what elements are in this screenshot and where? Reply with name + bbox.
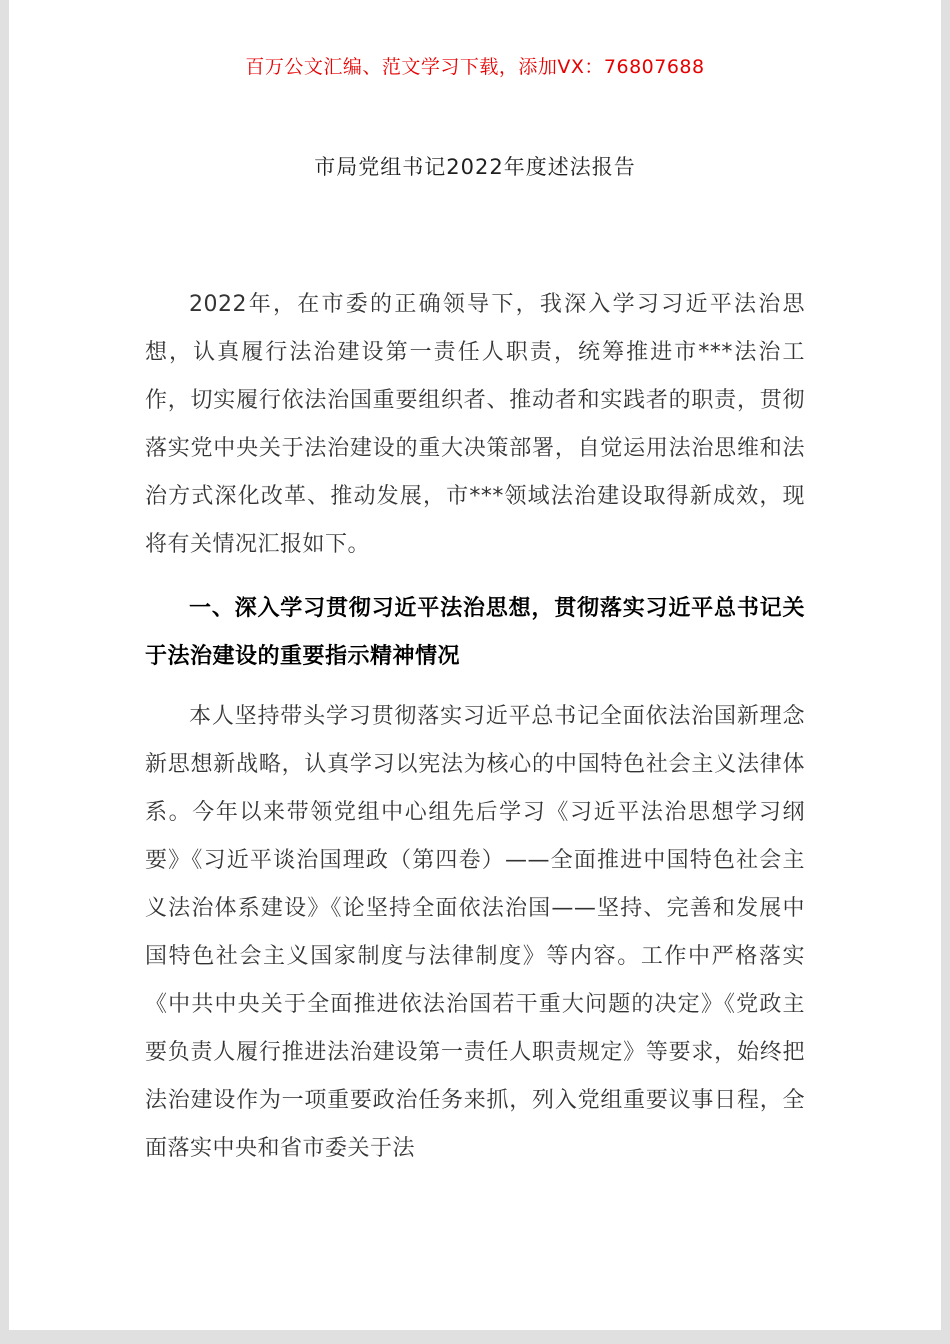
section-heading: 一、深入学习贯彻习近平法治思想，贯彻落实习近平总书记关于法治建设的重要指示精神情况 — [145, 596, 805, 669]
document-page — [9, 0, 941, 1330]
body-paragraph: 本人坚持带头学习贯彻落实习近平总书记全面依法治国新理念新思想新战略，认真学习以宪法为核心的中国特色社会主义法律体系。今年以来带领党组中心组先后学习《习近平法治思想学习纲要》《习近平谈治国理政（第四卷）——全面推进中国特色社会主义法治体系建设》《论坚持全面依法治国——坚持、完善和发展中国特色社会主义国家制度与法律制度》等内容。工作中严格落实《中共中央关于全面推进依法治国若干重大问题的决定》《党政主要负责人履行推进法治建设第一责任人职责规定》等要求，始终把法治建设作为一项重要政治任务来抓，列入党组重要议事日程，全面落实中央和省市委关于法 — [145, 704, 805, 1161]
document-body — [145, 181, 805, 1173]
body-paragraph: 2022年，在市委的正确领导下，我深入学习习近平法治思想，认真履行法治建设第一责任人职责，统筹推进市***法治工作，切实履行依法治国重要组织者、推动者和实践者的职责，贯彻落实党中央关于法治建设的重大决策部署，自觉运用法治思维和法治方式深化改革、推动发展，市***领域法治建设取得新成效，现将有关情况汇报如下。 — [145, 292, 805, 557]
document-title: 市局党组书记2022年度述法报告 — [314, 155, 636, 179]
promo-notice: 百万公文汇编、范文学习下载，添加VX：76807688 — [245, 56, 705, 78]
